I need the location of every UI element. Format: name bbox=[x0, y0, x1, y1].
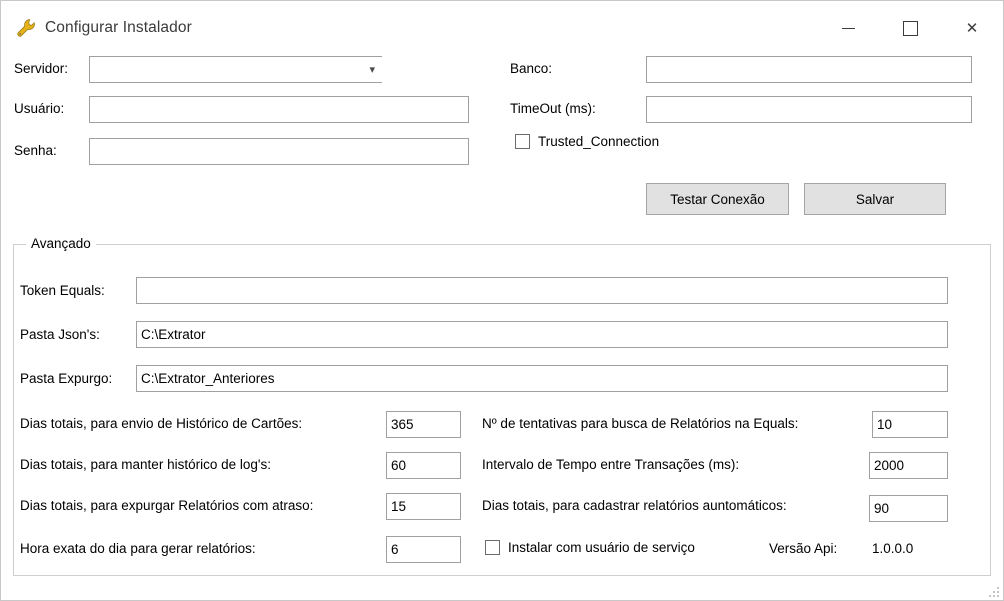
avancado-group-title: Avançado bbox=[26, 236, 96, 251]
hora-exata-label: Hora exata do dia para gerar relatórios: bbox=[20, 541, 256, 556]
intervalo-label: Intervalo de Tempo entre Transações (ms): bbox=[482, 457, 740, 472]
instalar-servico-checkbox[interactable] bbox=[485, 540, 695, 555]
maximize-icon bbox=[903, 21, 918, 36]
dias-cadastrar-input[interactable] bbox=[869, 495, 948, 522]
hora-exata-input[interactable] bbox=[386, 536, 461, 563]
usuario-input[interactable] bbox=[89, 96, 469, 123]
checkbox-box-icon bbox=[485, 540, 500, 555]
dias-log-input[interactable] bbox=[386, 452, 461, 479]
resize-grip-icon[interactable] bbox=[988, 586, 1000, 598]
pasta-json-label: Pasta Json's: bbox=[20, 327, 100, 342]
pasta-expurgo-label: Pasta Expurgo: bbox=[20, 371, 113, 386]
caption-buttons bbox=[817, 1, 1003, 55]
title-bar bbox=[1, 1, 1003, 55]
minimize-button[interactable] bbox=[817, 1, 879, 55]
servidor-input[interactable] bbox=[90, 57, 383, 82]
versao-api-value: 1.0.0.0 bbox=[872, 541, 914, 556]
instalar-servico-label: Instalar com usuário de serviço bbox=[508, 540, 695, 555]
dias-historico-cartoes-label: Dias totais, para envio de Histórico de Cartões: bbox=[20, 416, 303, 431]
usuario-label: Usuário: bbox=[14, 101, 65, 116]
banco-input[interactable] bbox=[646, 56, 972, 83]
senha-label: Senha: bbox=[14, 143, 57, 158]
banco-label: Banco: bbox=[510, 61, 553, 76]
close-button[interactable] bbox=[941, 1, 1003, 55]
avancado-groupbox bbox=[13, 236, 991, 576]
trusted-connection-checkbox[interactable] bbox=[515, 134, 659, 149]
chevron-down-icon: ▾ bbox=[369, 64, 375, 76]
dias-log-label: Dias totais, para manter histórico de log's: bbox=[20, 457, 271, 472]
dias-expurgar-label: Dias totais, para expurgar Relatórios com atraso: bbox=[20, 498, 314, 513]
timeout-label: TimeOut (ms): bbox=[510, 101, 596, 116]
salvar-button[interactable]: Salvar bbox=[804, 183, 946, 215]
timeout-input[interactable] bbox=[646, 96, 972, 123]
dias-cadastrar-label: Dias totais, para cadastrar relatórios auntomáticos: bbox=[482, 498, 787, 513]
tentativas-input[interactable] bbox=[872, 411, 948, 438]
close-icon: ✕ bbox=[965, 19, 979, 37]
wrench-icon bbox=[15, 17, 37, 39]
token-equals-label: Token Equals: bbox=[20, 283, 105, 298]
connection-section bbox=[1, 55, 1003, 230]
checkbox-box-icon bbox=[515, 134, 530, 149]
tentativas-label: Nº de tentativas para busca de Relatórios na Equals: bbox=[482, 416, 799, 431]
token-equals-input[interactable] bbox=[136, 277, 948, 304]
dias-expurgar-input[interactable] bbox=[386, 493, 461, 520]
pasta-expurgo-input[interactable] bbox=[136, 365, 948, 392]
intervalo-input[interactable] bbox=[869, 452, 948, 479]
servidor-combobox[interactable] bbox=[89, 56, 382, 83]
versao-api-label: Versão Api: bbox=[769, 541, 838, 556]
window-title: Configurar Instalador bbox=[45, 19, 192, 36]
dias-historico-cartoes-input[interactable] bbox=[386, 411, 461, 438]
maximize-button[interactable] bbox=[879, 1, 941, 55]
testar-conexao-button[interactable]: Testar Conexão bbox=[646, 183, 789, 215]
pasta-json-input[interactable] bbox=[136, 321, 948, 348]
minimize-icon bbox=[842, 28, 855, 29]
trusted-connection-label: Trusted_Connection bbox=[538, 134, 660, 149]
servidor-label: Servidor: bbox=[14, 61, 69, 76]
senha-input[interactable] bbox=[89, 138, 469, 165]
